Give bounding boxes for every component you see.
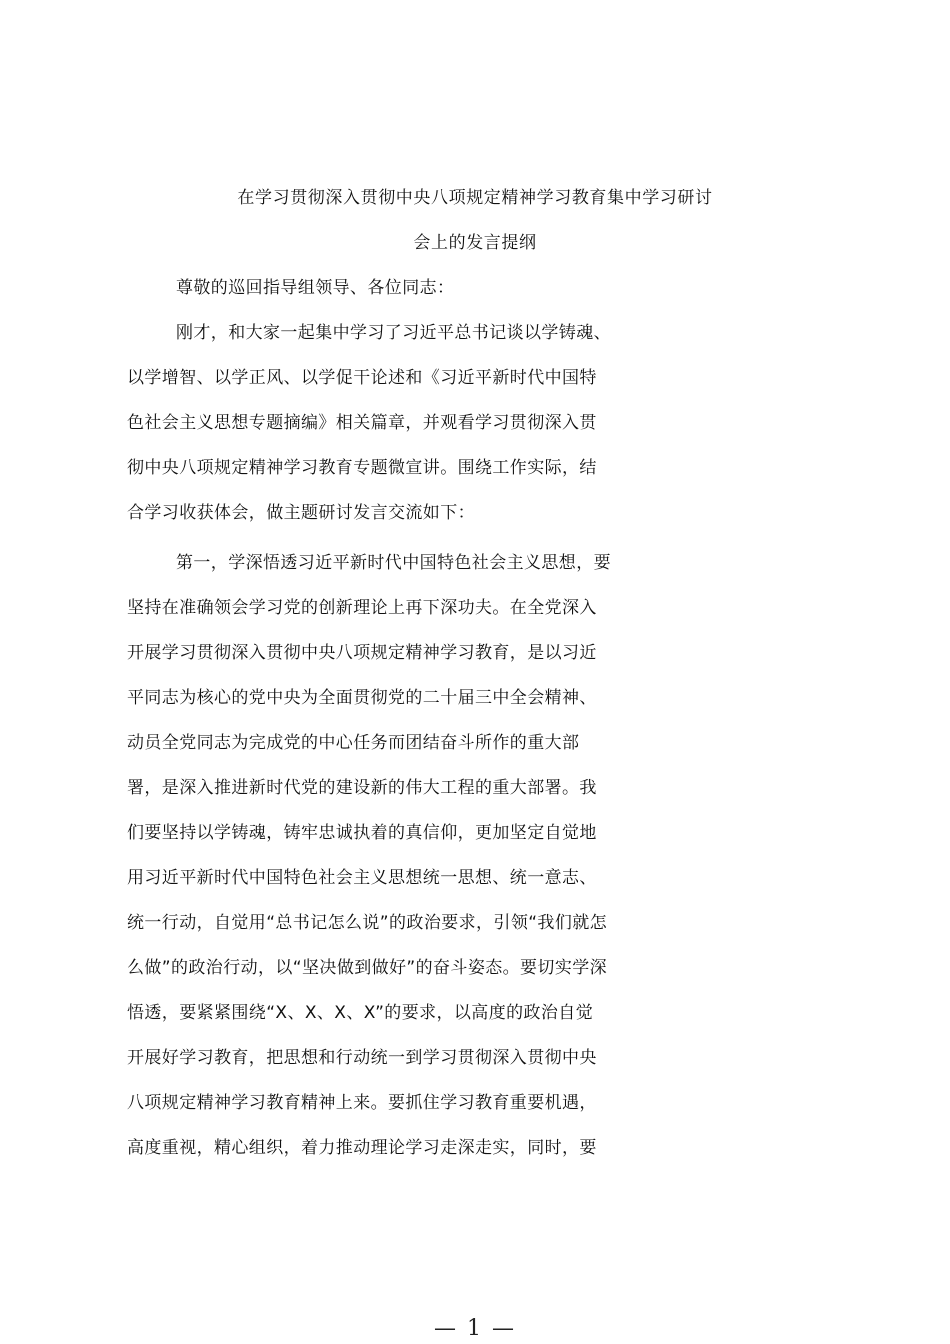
paragraph-2-line-14: 高度重视，精心组织，着力推动理论学习走深走实，同时，要 <box>127 1138 597 1158</box>
salutation: 尊敬的巡回指导组领导、各位同志： <box>176 278 455 298</box>
paragraph-2-line-9: 统一行动，自觉用“总书记怎么说”的政治要求，引领“我们就怎 <box>127 913 608 933</box>
paragraph-1-line-3: 色社会主义思想专题摘编》相关篇章，并观看学习贯彻深入贯 <box>127 413 597 433</box>
document-title-line-1: 在学习贯彻深入贯彻中央八项规定精神学习教育集中学习研讨 <box>237 188 713 208</box>
paragraph-2-line-10: 么做”的政治行动，以“坚决做到做好”的奋斗姿态。要切实学深 <box>127 958 608 978</box>
paragraph-1-line-5: 合学习收获体会，做主题研讨发言交流如下： <box>127 503 475 523</box>
paragraph-2-line-8: 用习近平新时代中国特色社会主义思想统一思想、统一意志、 <box>127 868 597 888</box>
paragraph-2-line-2: 坚持在准确领会学习党的创新理论上再下深功夫。在全党深入 <box>127 598 597 618</box>
paragraph-2-line-4: 平同志为核心的党中央为全面贯彻党的二十届三中全会精神、 <box>127 688 597 708</box>
paragraph-1-line-1: 刚才，和大家一起集中学习了习近平总书记谈以学铸魂、 <box>176 323 611 343</box>
paragraph-2-line-5: 动员全党同志为完成党的中心任务而团结奋斗所作的重大部 <box>127 733 580 753</box>
paragraph-2-line-1: 第一，学深悟透习近平新时代中国特色社会主义思想，要 <box>176 553 611 573</box>
paragraph-2-line-6: 署，是深入推进新时代党的建设新的伟大工程的重大部署。我 <box>127 778 597 798</box>
paragraph-2-line-12: 开展好学习教育，把思想和行动统一到学习贯彻深入贯彻中央 <box>127 1048 597 1068</box>
paragraph-1-line-2: 以学增智、以学正风、以学促干论述和《习近平新时代中国特 <box>127 368 597 388</box>
paragraph-2-line-11: 悟透，要紧紧围绕“X、X、X、X”的要求，以高度的政治自觉 <box>127 1003 594 1023</box>
document-title-line-2: 会上的发言提纲 <box>413 233 537 253</box>
paragraph-2-line-7: 们要坚持以学铸魂，铸牢忠诚执着的真信仰，更加坚定自觉地 <box>127 823 597 843</box>
paragraph-2-line-13: 八项规定精神学习教育精神上来。要抓住学习教育重要机遇， <box>127 1093 597 1113</box>
paragraph-2-line-3: 开展学习贯彻深入贯彻中央八项规定精神学习教育，是以习近 <box>127 643 597 663</box>
page-number: — 1 — <box>434 1316 516 1341</box>
paragraph-1-line-4: 彻中央八项规定精神学习教育专题微宣讲。围绕工作实际，结 <box>127 458 597 478</box>
